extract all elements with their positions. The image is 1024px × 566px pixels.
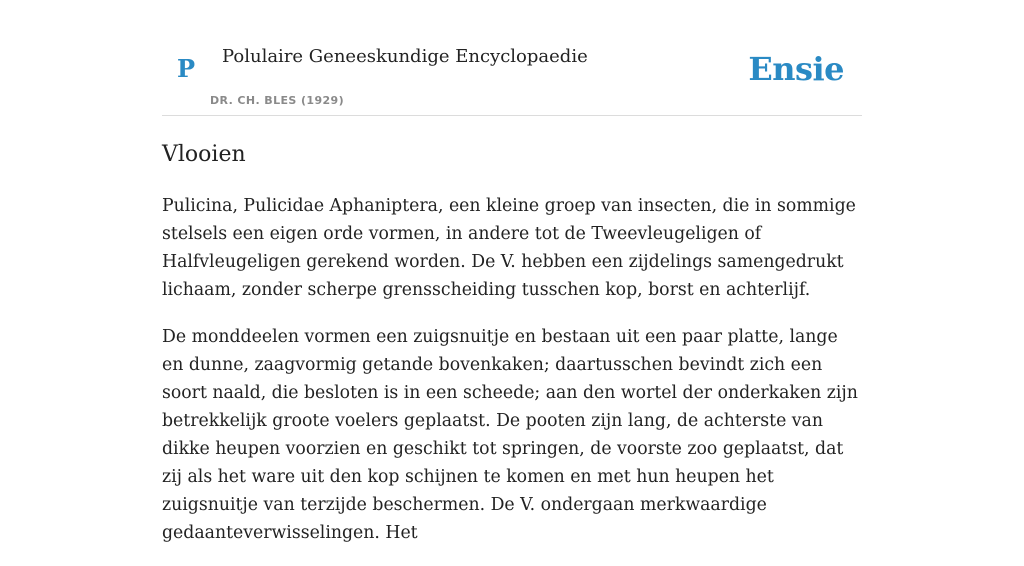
publication-author: DR. CH. BLES (1929): [210, 94, 345, 107]
article-paragraph: De monddeelen vormen een zuigsnuitje en bestaan uit een paar platte, lange en dunne, zaagvormig getande bovenkaken; daartusschen bevindt zich een soort naald, die besloten is in een scheede; aan den wortel der onderkaken zijn betrekkelijk groote voelers geplaatst. De pooten zijn lang, de achterste van dikke heupen voorzien en geschikt tot springen, de voorste zoo geplaatst, dat zij als het ware uit den kop schijnen te komen en met hun heupen het zuigsnuitje van terzijde beschermen. De V. ondergaan merkwaardige gedaanteverwisselingen. Het: [162, 327, 858, 543]
publication-title[interactable]: Polulaire Geneeskundige Encyclopaedie: [222, 46, 588, 67]
article: [162, 140, 862, 566]
publication-header: [162, 30, 862, 116]
publication-logo[interactable]: P: [177, 54, 196, 83]
article-paragraph: Pulicina, Pulicidae Aphaniptera, een kleine groep van insecten, die in sommige stelsels een eigen orde vormen, in andere tot de Tweevleugeligen of Halfvleugeligen gerekend worden. De V. hebben een zijdelings samengedrukt lichaam, zonder scherpe grensscheiding tusschen kop, borst en achterlijf.: [162, 196, 856, 300]
brand-logo-link[interactable]: Ensie: [748, 50, 844, 88]
article-title: Vlooien: [162, 142, 246, 167]
